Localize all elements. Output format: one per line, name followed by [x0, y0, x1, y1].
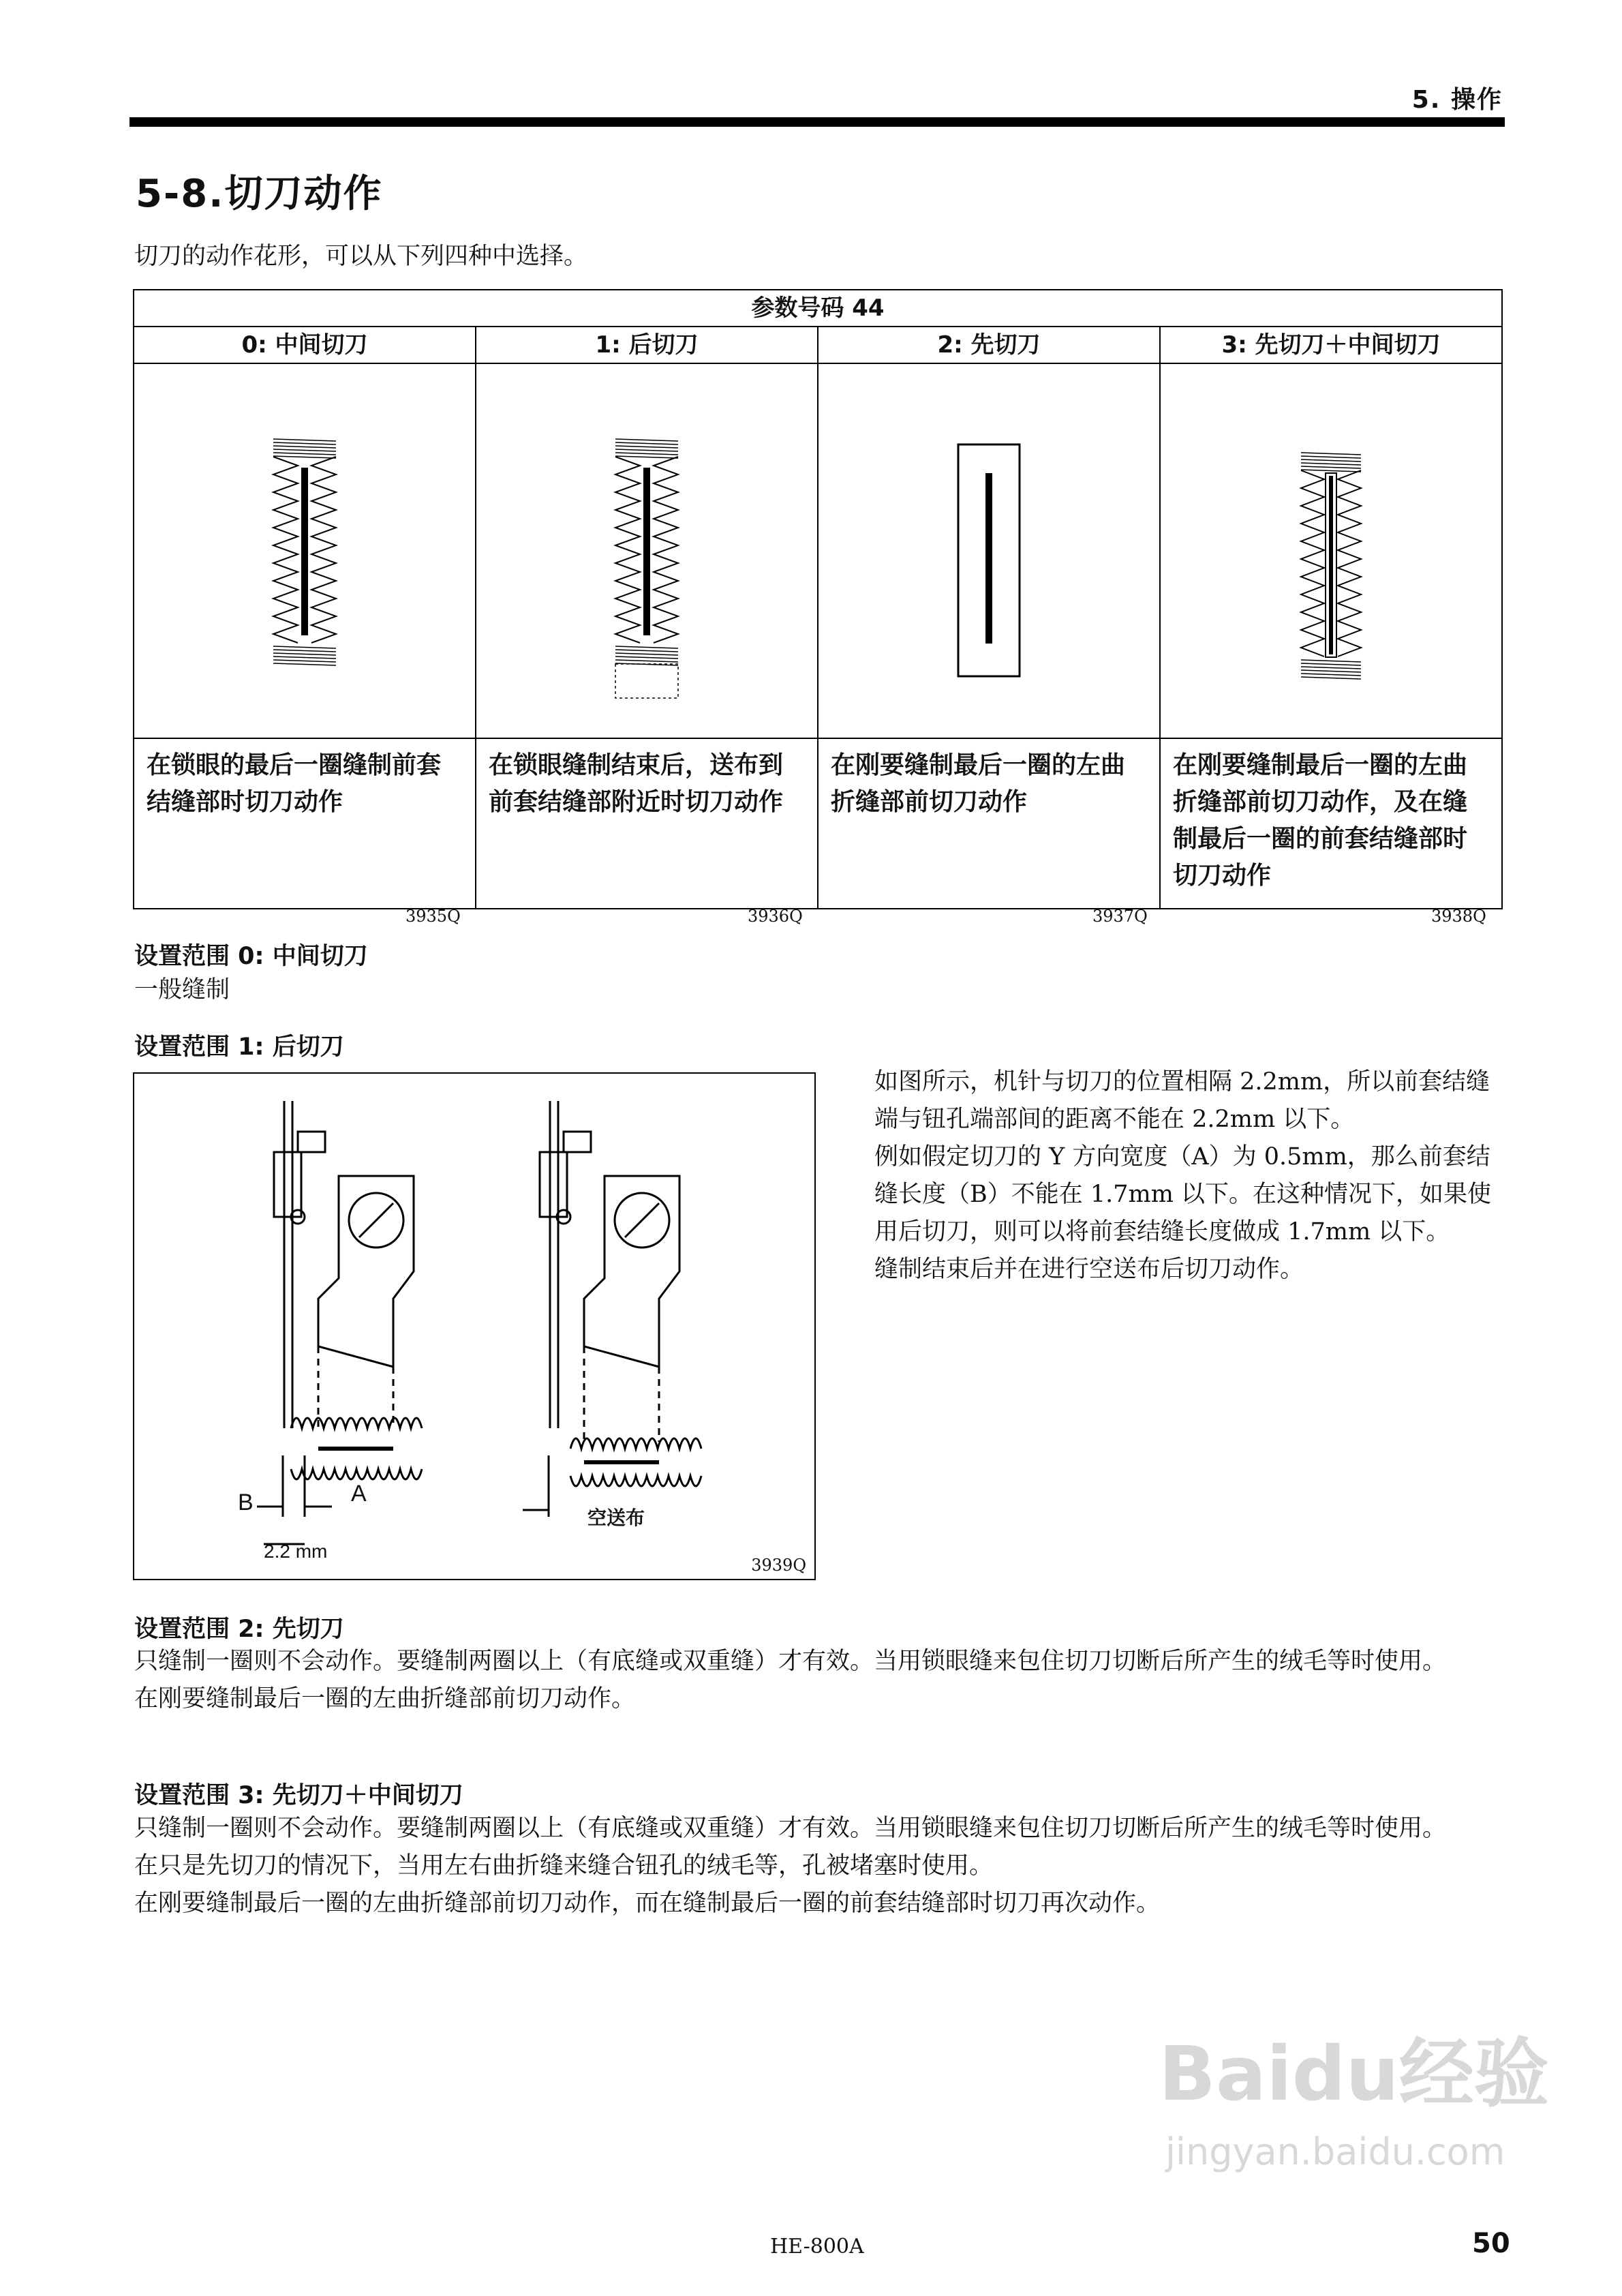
intro-text: 切刀的动作花形，可以从下列四种中选择。 [134, 243, 588, 270]
empty-feed-label: 空送布 [587, 1507, 645, 1529]
bartack-stitch [1301, 470, 1361, 472]
bartack-stitch [615, 663, 678, 665]
section-text [134, 1643, 1508, 1718]
page-title: 5-8.切刀动作 [136, 172, 383, 216]
bartack-stitch [1301, 663, 1361, 665]
zigzag-left [1301, 470, 1324, 656]
chapter-header: 5. 操作 [1411, 86, 1503, 114]
bartack-stitch [615, 442, 678, 444]
bartack-stitch [615, 453, 678, 455]
cut-line [301, 468, 308, 635]
bartack-stitch [1301, 660, 1361, 662]
section-heading: 设置范围 1: 后切刀 [134, 1033, 344, 1061]
zigzag-right [654, 457, 678, 643]
section-heading: 设置范围 2: 先切刀 [134, 1616, 344, 1643]
bartack-stitch [615, 650, 678, 652]
section-heading: 设置范围 3: 先切刀＋中间切刀 [134, 1782, 463, 1809]
bartack-stitch [273, 439, 336, 441]
bartack-stitch [273, 656, 336, 659]
paragraph: 在刚要缝制最后一圈的左曲折缝部前切刀动作，而在缝制最后一圈的前套结缝部时切刀再次动作。 [134, 1890, 1161, 1917]
bartack-stitch [273, 660, 336, 662]
mode-description: 在锁眼的最后一圈缝制前套结缝部时切刀动作 [134, 738, 476, 909]
section-text: 一般缝制 [134, 976, 230, 1003]
bartack-stitch [615, 449, 678, 451]
column-header: 2: 先切刀 [818, 327, 1160, 363]
paragraph: 在只是先切刀的情况下，当用左右曲折缝来缝合钮孔的绒毛等，孔被堵塞时使用。 [134, 1852, 994, 1879]
bartack-stitch [615, 646, 678, 648]
page-number: 50 [1472, 2228, 1510, 2259]
zigzag-right [311, 457, 336, 643]
bartack-stitch [273, 650, 336, 652]
paragraph: 在刚要缝制最后一圈的左曲折缝部前切刀动作。 [134, 1685, 636, 1712]
label-b: B [238, 1490, 254, 1515]
bartack-stitch [1301, 667, 1361, 669]
buttonhole-diagram-before-cut [818, 363, 1160, 738]
zigzag-right [1338, 470, 1361, 656]
explanation-text [874, 1063, 1508, 1288]
watermark-url: jingyan.baidu.com [1165, 2130, 1505, 2173]
section-text [134, 1810, 1508, 1922]
figure-code: 3936Q [748, 907, 803, 926]
bartack-stitch [273, 456, 336, 458]
bartack-stitch [615, 653, 678, 655]
zigzag-left [273, 457, 298, 643]
figure-code: 3938Q [1431, 907, 1486, 926]
figure-code: 3939Q [751, 1556, 806, 1575]
figure-code: 3935Q [406, 907, 461, 926]
distance-label: 2.2 mm [264, 1541, 328, 1562]
param-header: 参数号码 44 [134, 290, 1502, 327]
column-header: 3: 先切刀＋中间切刀 [1160, 327, 1502, 363]
bartack-stitch [1301, 670, 1361, 672]
bartack-stitch [273, 442, 336, 444]
bartack-stitch [1301, 453, 1361, 455]
bartack-stitch [615, 660, 678, 662]
bartack-stitch [615, 439, 678, 441]
cutter-mode-table [133, 289, 1503, 909]
bartack-stitch [1301, 677, 1361, 679]
bartack-stitch [1301, 459, 1361, 462]
bartack-stitch [615, 456, 678, 458]
bartack-stitch [1301, 466, 1361, 468]
model-footer: HE-800A [770, 2235, 864, 2259]
bartack-stitch [273, 453, 336, 455]
buttonhole-diagram-middle-cut [134, 363, 476, 738]
bartack-stitch [273, 663, 336, 665]
needle-cutter-figure [133, 1072, 816, 1580]
watermark-logo: Baidu经验 [1159, 2030, 1549, 2117]
zigzag-left [615, 457, 640, 643]
figure-code: 3937Q [1092, 907, 1148, 926]
paragraph: 如图所示，机针与切刀的位置相隔 2.2mm，所以前套结缝端与钮孔端部间的距离不能在 2.2mm 以下。 [874, 1068, 1490, 1133]
header-rule [129, 117, 1505, 127]
paragraph: 只缝制一圈则不会动作。要缝制两圈以上（有底缝或双重缝）才有效。当用锁眼缝来包住切刀切断后所产生的绒毛等时使用。 [134, 1648, 1447, 1675]
label-a: A [351, 1481, 367, 1507]
column-header: 0: 中间切刀 [134, 327, 476, 363]
bartack-stitch [273, 449, 336, 451]
mode-description: 在刚要缝制最后一圈的左曲折缝部前切刀动作 [818, 738, 1160, 909]
mode-description: 在刚要缝制最后一圈的左曲折缝部前切刀动作，及在缝制最后一圈的前套结缝部时切刀动作 [1160, 738, 1502, 909]
bartack-stitch [273, 646, 336, 648]
empty-feed-area [615, 664, 678, 698]
buttonhole-diagram-after-cut [476, 363, 818, 738]
buttonhole-diagram-before-middle-cut [1160, 363, 1502, 738]
paragraph: 例如假定切刀的 Y 方向宽度（A）为 0.5mm，那么前套结缝长度（B）不能在 1.7mm 以下。在这种情况下，如果使用后切刀，则可以将前套结缝长度做成 1.7mm 以下。 [874, 1143, 1492, 1245]
bartack-stitch [1301, 674, 1361, 676]
section-heading: 设置范围 0: 中间切刀 [134, 943, 368, 970]
cut-line [643, 468, 650, 635]
cut-line [1329, 476, 1333, 654]
bartack-stitch [1301, 456, 1361, 458]
mode-description: 在锁眼缝制结束后，送布到前套结缝部附近时切刀动作 [476, 738, 818, 909]
paragraph: 只缝制一圈则不会动作。要缝制两圈以上（有底缝或双重缝）才有效。当用锁眼缝来包住切刀切断后所产生的绒毛等时使用。 [134, 1815, 1447, 1842]
bartack-stitch [1301, 463, 1361, 465]
bartack-stitch [615, 656, 678, 659]
paragraph: 缝制结束后并在进行空送布后切刀动作。 [874, 1256, 1304, 1283]
bartack-stitch [273, 446, 336, 448]
bartack-stitch [273, 653, 336, 655]
column-header: 1: 后切刀 [476, 327, 818, 363]
bartack-stitch [615, 446, 678, 448]
